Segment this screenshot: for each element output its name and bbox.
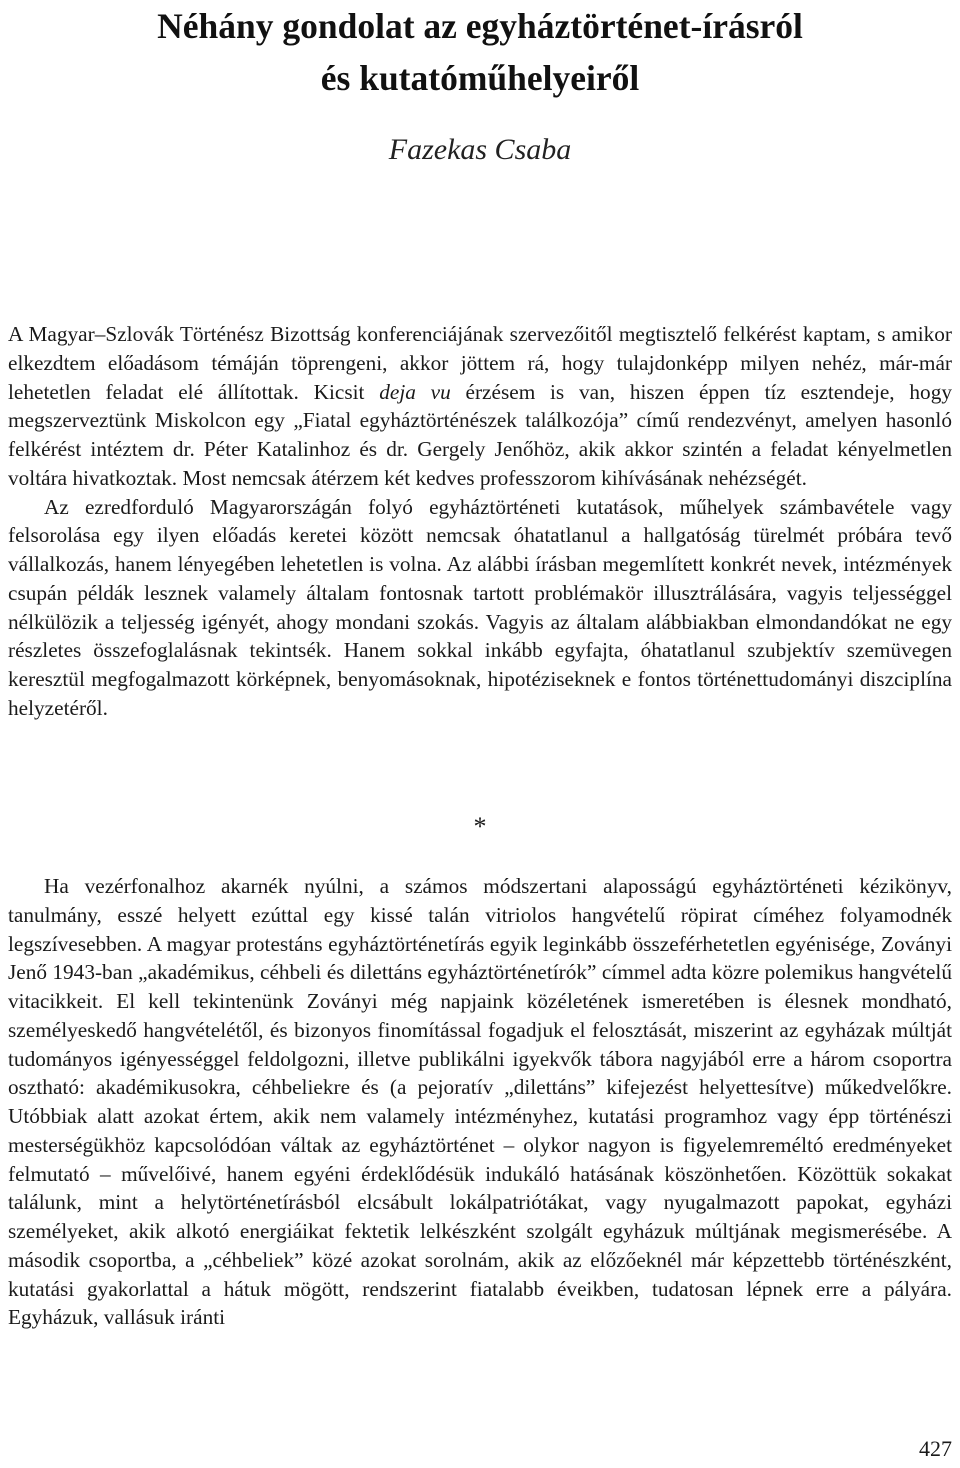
paragraph-1-text-b: érzésem is van, hiszen éppen tíz esztendeje, hogy megszerveztünk Miskolcon egy „Fiatal egyháztörténészek találkozója” című rendezvényt, amelyen hasonló felkérést intéztem dr. Péter Katalinhoz és dr. Gergely Jenőhöz, akik akkor szintén a feladat kényelmetlen voltára hivatkoztak. Most nemcsak átérzem két kedves professzorom kihívásának nehézségét. <box>8 379 952 490</box>
document-page <box>8 0 952 1468</box>
title-line-1: Néhány gondolat az egyháztörténet-írásról <box>157 6 803 46</box>
main-section <box>8 872 952 1332</box>
paragraph-1 <box>8 320 952 493</box>
paragraph-2: Az ezredforduló Magyarországán folyó egyháztörténeti kutatások, műhelyek számbavétele vagy felsorolása egy ilyen előadás keretei között nemcsak óhatatlanul a hallgatóság türelmét próbára tevő vállalkozás, hanem lényegében lehetetlen is volna. Az alábbi írásban megemlített konkrét nevek, intézmények csupán példák lesznek valamely általam fontosnak tartott problémakör illusztrálására, vagyis teljességgel nélkülözik a teljesség igényét, ahogy mondani szokás. Vagyis az általam alábbiakban elmondandókat ne egy részletes összefoglalásnak tekintsék. Hanem sokkal inkább egyfajta, óhatatlanul szubjektív szemüvegen keresztül megfogalmazott körképnek, benyomásoknak, hipotéziseknek e fontos történettudományi diszciplína helyzetéről. <box>8 494 952 720</box>
author-name: Fazekas Csaba <box>388 133 572 166</box>
paragraph-1-italic: deja vu <box>379 379 451 404</box>
paragraph-3: Ha vezérfonalhoz akarnék nyúlni, a számos módszertani alaposságú egyháztörténeti kézikönyv, tanulmány, esszé helyett ezúttal egy kissé talán vitriolos hangvételű röpirat címéhez folyamodnék legszívesebben. A magyar protestáns egyháztörténetírás egyik leginkább összeférhetetlen egyénisége, Zoványi Jenő 1943-ban „akadémikus, céhbeli és dilettáns egyháztörténetírók” címmel adta közre polemikus hangvételű vitacikkeit. El kell tekintenünk Zoványi még napjaink közéletének ismeretében is élesnek mondható, személyeskedő hangvételétől, és bizonyos finomítással fogadjuk el felosztását, miszerint az egyházak múltját tudományos igényességgel feldolgozni, illetve publikálni igyekvők tábora nagyjából erre a három csoportra osztható: akadémikusokra, céhbeliekre és (a pejoratív „dilettáns” kifejezést helyettesítve) műkedvelőkre. Utóbbiak alatt azokat értem, akik nem valamely intézményhez, kutatási programhoz vagy épp történészi mesterségükhöz kapcsolódóan váltak az egyháztörténet – olykor nagyon is figyelemreméltó eredményeket felmutató – művelőivé, hanem egyéni érdeklődésük indukáló hatásának köszönhetően. Közöttük sokakat találunk, mint a helytörténetírásból elcsábult lokálpatriótákat, vagy nyugalmazott papokat, egyházi személyeket, akik alkotó energiáikat fektetik lelkészként szolgált egyházuk múltjának megismerésébe. A második csoportba, a „céhbeliek” közé azokat sorolnám, akik az előzőeknél már képzettebb történészként, kutatási gyakorlattal a hátuk mögött, rendszerint fiatalabb éveikben, tudatosan lépnek erre a pályára. Egyházuk, vallásuk iránti <box>8 874 952 1330</box>
page-number: 427 <box>919 1436 952 1461</box>
section-separator: * <box>473 812 487 841</box>
article-title <box>8 0 952 104</box>
paragraph-1-text-a: A Magyar–Szlovák Történész Bizottság konferenciájának szervezőitől megtisztelő felkérést kaptam, s amikor elkezdtem előadásom témáján töprengeni, akkor jöttem rá, hogy tulajdonképp milyen nehéz, már-már lehetetlen feladat elé állítottak. Kicsit <box>8 322 952 404</box>
title-line-2: és kutatóműhelyeiről <box>320 58 640 98</box>
intro-section <box>8 320 952 723</box>
